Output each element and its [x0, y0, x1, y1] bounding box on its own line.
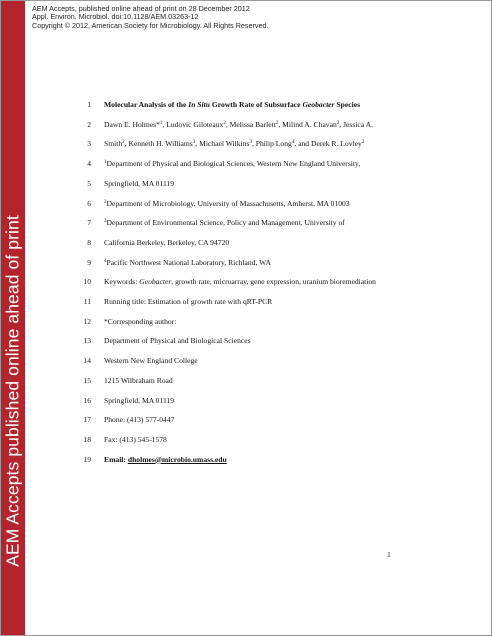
line-number: 19	[83, 454, 91, 464]
line-text: Department of Physical and Biological Sciences	[104, 336, 251, 346]
line-number: 14	[83, 356, 91, 366]
line-number: 4	[87, 159, 91, 169]
line-text: 1215 Wilbraham Road	[104, 375, 173, 385]
line-number: 18	[83, 434, 91, 444]
line-text: Phone: (413) 577-0447	[104, 415, 175, 425]
line-number: 8	[87, 237, 91, 247]
line-number: 2	[87, 119, 91, 129]
page-number: 1	[387, 550, 391, 559]
line-text: Smith$^2$, Kenneth H. Williams$^3$, Michael Wilkins$^3$, Philip Long$^4$, and Derek R. Lovley$^2$	[104, 139, 365, 149]
copyright-header	[32, 5, 268, 30]
line-number: 6	[87, 198, 91, 208]
header-line: Copyright © 2012, American Society for Microbiology. All Rights Reserved.	[32, 20, 269, 30]
watermark-text: AEM Accepts published online ahead of print	[2, 215, 23, 567]
line-number: 12	[83, 316, 91, 326]
line-number: 10	[83, 277, 91, 287]
line-number: 15	[83, 375, 91, 385]
line-text: Dawn E. Holmes*$^1$, Ludovic Giloteaux$^2$, Melissa Barlett$^2$, Milind A. Chavan$^2$, Jessica A.	[104, 119, 374, 129]
line-text: $^4$Pacific Northwest National Laboratory, Richland, WA	[104, 257, 271, 267]
line-text: Springfield, MA 01119	[104, 178, 175, 188]
line-number: 1	[87, 100, 91, 109]
line-text: $^2$Department of Microbiology, University of Massachusetts, Amherst, MA 01003	[104, 198, 350, 208]
line-text: Western New England College	[104, 356, 198, 366]
line-text: Molecular Analysis of the In Situ Growth Rate of Subsurface Geobacter Species	[104, 100, 361, 109]
line-number: 13	[83, 336, 91, 346]
line-number: 11	[83, 297, 91, 306]
line-number: 5	[87, 178, 91, 188]
header-line: AEM Accepts, published online ahead of print on 28 December 2012	[32, 4, 250, 13]
line-text: Springfield, MA 01119	[104, 395, 175, 405]
line-number: 16	[83, 395, 91, 405]
header-line: Appl. Environ. Microbiol. doi:10.1128/AEM.03263-12	[32, 12, 199, 22]
line-text: $^1$Department of Physical and Biological Sciences, Western New England University,	[104, 159, 361, 169]
line-number: 17	[83, 415, 91, 425]
line-number: 9	[87, 257, 91, 267]
line-text: California Berkeley, Berkeley, CA 94720	[104, 237, 230, 247]
line-number: 3	[87, 139, 91, 149]
line-number: 7	[87, 218, 91, 228]
line-text: *Corresponding author:	[104, 316, 177, 326]
line-text: Fax: (413) 545-1578	[104, 434, 167, 444]
line-text: Running title: Estimation of growth rate with qRT-PCR	[104, 297, 273, 306]
line-text: $^3$Department of Environmental Science, Policy and Management, University of	[104, 218, 345, 228]
line-text: Keywords: Geobacter, growth rate, microarray, gene expression, uranium bioremediation	[104, 277, 376, 287]
line-text: Email: dholmes@microbio.umass.edu	[104, 454, 227, 464]
